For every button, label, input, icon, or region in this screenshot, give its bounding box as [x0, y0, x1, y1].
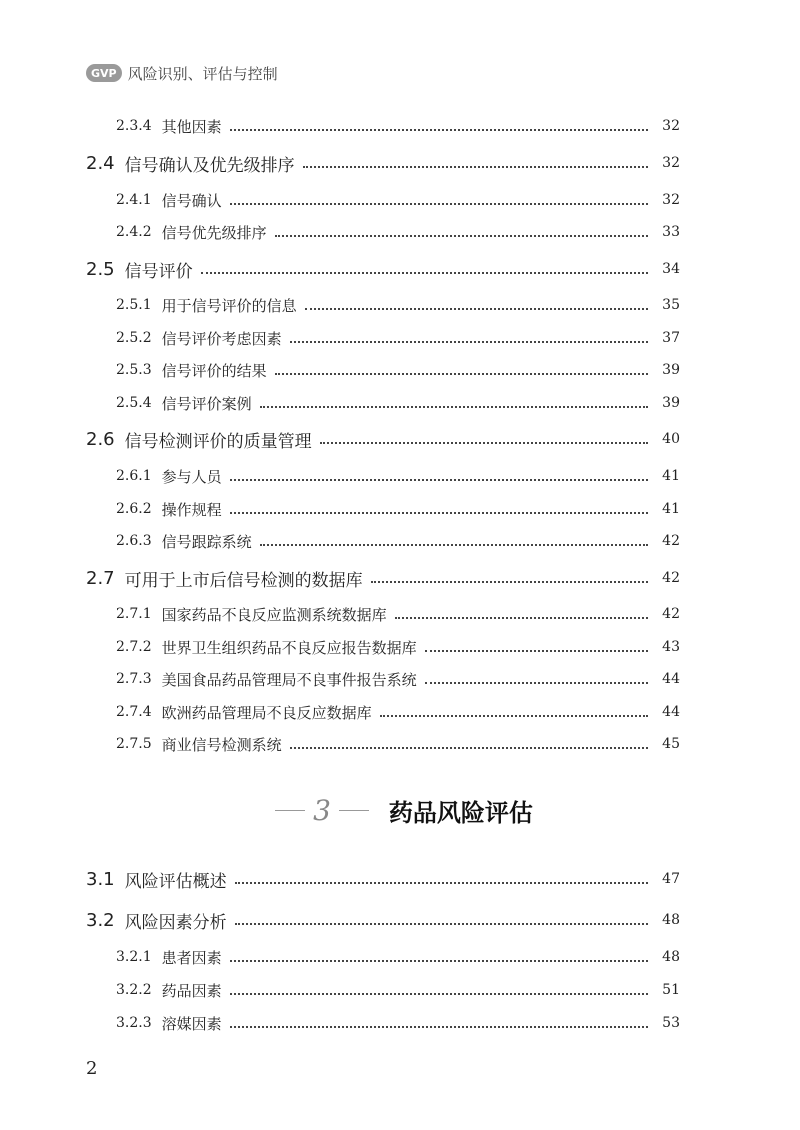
toc-entry-title: 信号跟踪系统 — [161, 532, 252, 551]
toc-subsection-entry[interactable] — [0, 599, 800, 629]
toc-entry-title: 信号评价考虑因素 — [161, 329, 282, 348]
toc-entry-title: 信号确认 — [161, 191, 222, 210]
toc-section-entry[interactable] — [0, 254, 800, 284]
toc-dot-leader — [290, 747, 648, 749]
toc-entry-title: 可用于上市后信号检测的数据库 — [124, 570, 363, 591]
toc-dot-leader — [230, 129, 648, 131]
toc-entry-page: 51 — [662, 982, 680, 998]
toc-entry-number: 2.5 — [86, 258, 115, 280]
toc-dot-leader — [201, 272, 648, 274]
toc-subsection-entry[interactable] — [0, 664, 800, 694]
toc-dot-leader — [303, 166, 648, 168]
toc-entry-number: 2.7 — [86, 567, 115, 589]
toc-dot-leader — [235, 882, 648, 884]
toc-subsection-entry[interactable] — [0, 1008, 800, 1038]
running-header — [86, 62, 278, 84]
toc-entry-title: 操作规程 — [161, 500, 222, 519]
toc-entry-title: 患者因素 — [161, 948, 222, 967]
toc-entry-number: 2.4.1 — [116, 192, 152, 208]
toc-entry-number: 2.5.1 — [116, 297, 152, 313]
toc-entry-title: 信号评价 — [124, 261, 193, 282]
toc-dot-leader — [290, 341, 648, 343]
gvp-logo: GVP — [86, 64, 122, 82]
toc-entry-number: 2.7.4 — [116, 704, 152, 720]
toc-entry-page: 32 — [662, 155, 680, 171]
toc-entry-number: 3.2.3 — [116, 1015, 152, 1031]
toc-entry-page: 44 — [662, 671, 680, 687]
toc-entry-number: 2.6.2 — [116, 501, 152, 517]
toc-entry-number: 2.5.2 — [116, 330, 152, 346]
toc-entry-page: 41 — [662, 501, 680, 517]
toc-section-entry[interactable] — [0, 424, 800, 454]
toc-entry-number: 2.7.2 — [116, 639, 152, 655]
toc-entry-page: 41 — [662, 468, 680, 484]
toc-entry-title: 用于信号评价的信息 — [161, 296, 297, 315]
toc-dot-leader — [380, 715, 648, 717]
toc-entry-number: 2.7.5 — [116, 736, 152, 752]
toc-dot-leader — [230, 479, 648, 481]
toc-dot-leader — [260, 544, 648, 546]
toc-section-entry[interactable] — [0, 148, 800, 178]
toc-dot-leader — [230, 960, 648, 962]
toc-entry-number: 3.2 — [86, 909, 115, 931]
toc-dot-leader — [275, 235, 648, 237]
chapter-title: 药品风险评估 — [388, 797, 533, 827]
toc-entry-page: 45 — [662, 736, 680, 752]
toc-entry-number: 2.6.3 — [116, 533, 152, 549]
toc-dot-leader — [425, 682, 648, 684]
chapter-number: 3 — [313, 793, 331, 827]
toc-subsection-entry[interactable] — [0, 729, 800, 759]
toc-subsection-entry[interactable] — [0, 697, 800, 727]
toc-entry-number: 2.6.1 — [116, 468, 152, 484]
toc-dot-leader — [395, 617, 648, 619]
toc-dot-leader — [230, 993, 648, 995]
toc-entry-page: 34 — [662, 261, 680, 277]
chapter-heading — [0, 790, 800, 830]
toc-section-entry[interactable] — [0, 905, 800, 935]
toc-entry-title: 参与人员 — [161, 467, 222, 486]
toc-dot-leader — [320, 442, 648, 444]
toc-section-entry[interactable] — [0, 563, 800, 593]
toc-subsection-entry[interactable] — [0, 942, 800, 972]
toc-dot-leader — [305, 308, 648, 310]
toc-entry-title: 药品因素 — [161, 981, 222, 1000]
toc-entry-page: 39 — [662, 395, 680, 411]
toc-entry-title: 信号优先级排序 — [161, 223, 267, 242]
toc-subsection-entry[interactable] — [0, 388, 800, 418]
toc-subsection-entry[interactable] — [0, 461, 800, 491]
toc-subsection-entry[interactable] — [0, 632, 800, 662]
toc-entry-number: 2.3.4 — [116, 118, 152, 134]
toc-entry-title: 风险评估概述 — [124, 871, 227, 892]
toc-entry-title: 其他因素 — [161, 117, 222, 136]
toc-entry-title: 国家药品不良反应监测系统数据库 — [161, 605, 387, 624]
toc-dot-leader — [425, 650, 648, 652]
toc-entry-number: 2.5.4 — [116, 395, 152, 411]
toc-entry-title: 欧洲药品管理局不良反应数据库 — [161, 703, 372, 722]
toc-entry-title: 信号评价案例 — [161, 394, 252, 413]
chapter-dash-left — [275, 810, 305, 811]
toc-entry-title: 信号评价的结果 — [161, 361, 267, 380]
toc-dot-leader — [235, 923, 648, 925]
toc-entry-title: 风险因素分析 — [124, 912, 227, 933]
toc-entry-number: 2.6 — [86, 428, 115, 450]
toc-subsection-entry[interactable] — [0, 494, 800, 524]
toc-entry-number: 2.4 — [86, 152, 115, 174]
toc-entry-page: 42 — [662, 606, 680, 622]
toc-entry-page: 32 — [662, 118, 680, 134]
toc-dot-leader — [260, 406, 648, 408]
toc-entry-number: 3.1 — [86, 868, 115, 890]
toc-entry-page: 42 — [662, 533, 680, 549]
toc-dot-leader — [275, 373, 648, 375]
toc-entry-number: 3.2.2 — [116, 982, 152, 998]
toc-entry-page: 32 — [662, 192, 680, 208]
toc-entry-page: 37 — [662, 330, 680, 346]
toc-entry-title: 信号检测评价的质量管理 — [124, 431, 312, 452]
toc-subsection-entry[interactable] — [0, 217, 800, 247]
toc-dot-leader — [230, 512, 648, 514]
toc-subsection-entry[interactable] — [0, 111, 800, 141]
toc-subsection-entry[interactable] — [0, 355, 800, 385]
toc-entry-title: 溶媒因素 — [161, 1014, 222, 1033]
toc-dot-leader — [230, 1026, 648, 1028]
toc-entry-title: 信号确认及优先级排序 — [124, 155, 295, 176]
toc-entry-number: 3.2.1 — [116, 949, 152, 965]
toc-dot-leader — [230, 203, 648, 205]
toc-dot-leader — [371, 581, 648, 583]
toc-section-entry[interactable] — [0, 864, 800, 894]
toc-entry-page: 42 — [662, 570, 680, 586]
toc-entry-title: 世界卫生组织药品不良反应报告数据库 — [161, 638, 417, 657]
toc-entry-page: 40 — [662, 431, 680, 447]
toc-entry-page: 44 — [662, 704, 680, 720]
toc-entry-page: 39 — [662, 362, 680, 378]
toc-entry-title: 美国食品药品管理局不良事件报告系统 — [161, 670, 417, 689]
toc-entry-number: 2.7.1 — [116, 606, 152, 622]
toc-subsection-entry[interactable] — [0, 975, 800, 1005]
page-number: 2 — [86, 1058, 98, 1079]
chapter-dash-right — [339, 810, 369, 811]
toc-entry-page: 33 — [662, 224, 680, 240]
toc-entry-title: 商业信号检测系统 — [161, 735, 282, 754]
header-title: 风险识别、评估与控制 — [127, 64, 278, 83]
toc-entry-number: 2.7.3 — [116, 671, 152, 687]
toc-subsection-entry[interactable] — [0, 526, 800, 556]
toc-subsection-entry[interactable] — [0, 323, 800, 353]
toc-entry-page: 35 — [662, 297, 680, 313]
toc-entry-page: 53 — [662, 1015, 680, 1031]
toc-subsection-entry[interactable] — [0, 185, 800, 215]
toc-entry-number: 2.5.3 — [116, 362, 152, 378]
toc-entry-page: 43 — [662, 639, 680, 655]
toc-entry-number: 2.4.2 — [116, 224, 152, 240]
toc-entry-page: 48 — [662, 912, 680, 928]
toc-entry-page: 48 — [662, 949, 680, 965]
toc-entry-page: 47 — [662, 871, 680, 887]
toc-subsection-entry[interactable] — [0, 290, 800, 320]
